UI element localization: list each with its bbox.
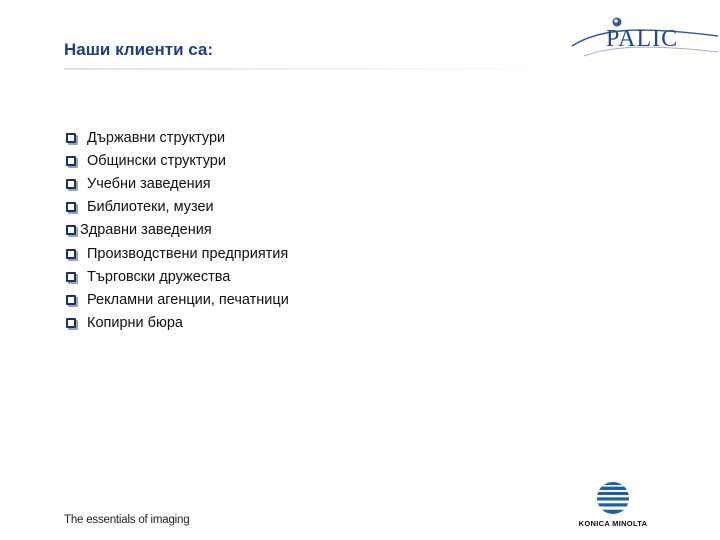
list-item (66, 149, 289, 172)
checkbox-square-icon (66, 249, 76, 259)
list-item-label: Търговски дружества (87, 268, 231, 285)
list-item-label: Общински структури (87, 152, 226, 169)
list-item-label: Здравни заведения (80, 222, 212, 239)
checkbox-square-icon (66, 318, 76, 328)
list-item-label: Учебни заведения (87, 175, 211, 192)
list-item-label: Копирни бюра (87, 315, 183, 332)
client-list (66, 126, 289, 335)
checkbox-square-icon (66, 179, 76, 189)
list-item (66, 288, 289, 311)
header-divider (64, 68, 570, 70)
konica-minolta-logo (572, 481, 654, 529)
checkbox-square-icon (66, 225, 76, 235)
palic-logo-text: PALIC (606, 26, 679, 52)
list-item-label: Рекламни агенции, печатници (87, 291, 289, 308)
list-item (66, 312, 289, 335)
list-item (66, 265, 289, 288)
checkbox-square-icon (66, 133, 76, 143)
page-title: Наши клиенти са: (64, 40, 214, 59)
checkbox-square-icon (66, 156, 76, 166)
list-item (66, 126, 289, 149)
list-item (66, 219, 289, 242)
checkbox-square-icon (66, 202, 76, 212)
palic-logo (570, 6, 720, 78)
globe-icon (596, 481, 630, 515)
list-item-label: Производствени предприятия (87, 245, 289, 262)
checkbox-square-icon (66, 295, 76, 305)
list-item (66, 242, 289, 265)
list-item (66, 172, 289, 195)
list-item-label: Държавни структури (87, 129, 226, 146)
list-item-label: Библиотеки, музеи (87, 199, 214, 216)
list-item (66, 196, 289, 219)
brand-name: KONICA MINOLTA (578, 519, 648, 528)
footer-tagline: The essentials of imaging (64, 514, 190, 526)
checkbox-square-icon (66, 272, 76, 282)
